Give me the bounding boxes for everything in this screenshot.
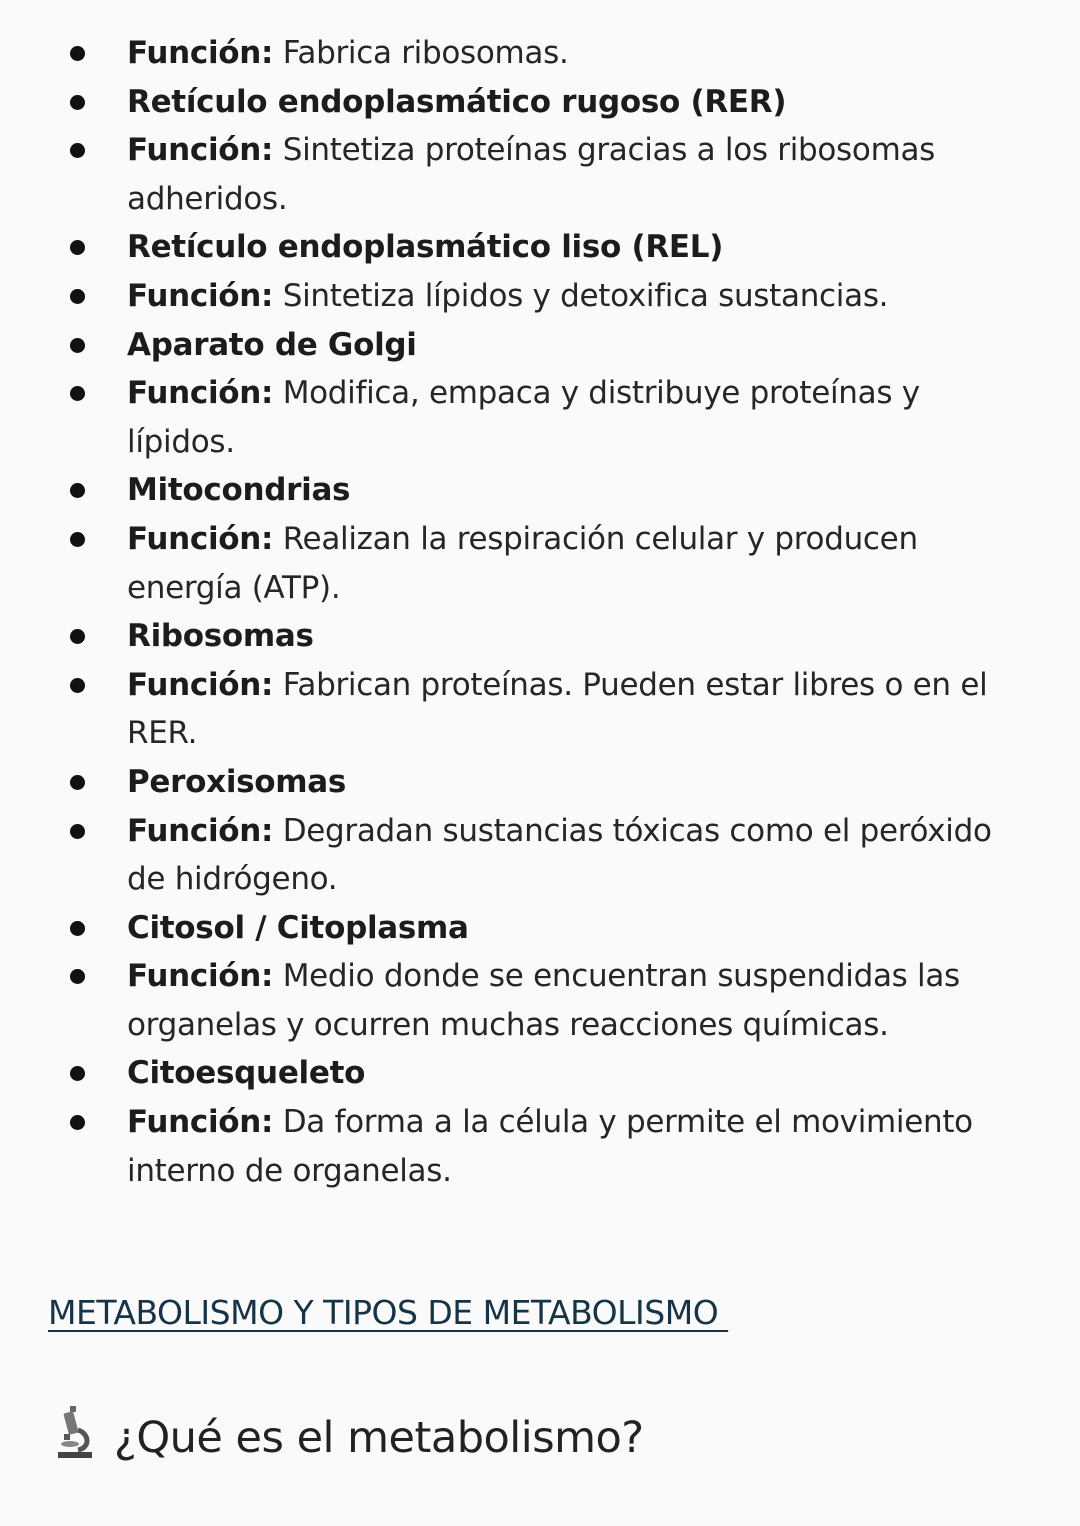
list-item xyxy=(0,78,1080,127)
item-text: Sintetiza lípidos y detoxifica sustancias. xyxy=(273,277,889,314)
item-label: Aparato de Golgi xyxy=(127,326,417,363)
item-text: Modifica, empaca y distribuye proteínas y lípidos. xyxy=(127,375,920,460)
bullet-icon xyxy=(70,46,85,61)
subheading-text: ¿Qué es el metabolismo? xyxy=(114,1412,644,1463)
item-label: Ribosomas xyxy=(127,618,314,655)
list-item xyxy=(0,904,1080,953)
bullet-icon xyxy=(70,629,85,644)
list-item xyxy=(0,807,1080,904)
list-item xyxy=(0,952,1080,1049)
list-item xyxy=(0,515,1080,612)
item-label: Función: xyxy=(127,666,274,703)
list-item xyxy=(0,369,1080,466)
item-label: Citosol / Citoplasma xyxy=(127,909,469,946)
section-heading-link[interactable]: METABOLISMO Y TIPOS DE METABOLISMO xyxy=(48,1293,729,1332)
item-text: Degradan sustancias tóxicas como el peróxido de hidrógeno. xyxy=(127,812,992,898)
microscope-icon xyxy=(56,1404,94,1471)
list-item xyxy=(0,321,1080,370)
item-text: Medio donde se encuentran suspendidas las organelas y ocurren muchas reacciones químicas. xyxy=(127,958,960,1043)
item-label: Citoesqueleto xyxy=(127,1055,366,1092)
bullet-icon xyxy=(70,95,85,110)
list-item xyxy=(0,272,1080,321)
item-text: Fabrica ribosomas. xyxy=(273,35,569,71)
list-item xyxy=(0,29,1080,78)
item-label: Función: xyxy=(127,958,274,995)
list-item xyxy=(0,612,1080,661)
item-label: Función: xyxy=(127,520,274,557)
item-text: Da forma a la célula y permite el movimiento interno de organelas. xyxy=(127,1104,973,1189)
item-label: Función: xyxy=(127,277,274,314)
list-item xyxy=(0,758,1080,807)
bullet-icon xyxy=(70,1115,85,1130)
bullet-icon xyxy=(70,921,85,936)
bullet-icon xyxy=(70,1066,85,1081)
item-text: Sintetiza proteínas gracias a los ribosomas adheridos. xyxy=(127,132,936,217)
item-text: Realizan la respiración celular y producen energía (ATP). xyxy=(127,520,918,606)
item-label: Mitocondrias xyxy=(127,472,351,509)
list-item xyxy=(0,1098,1080,1195)
list-item xyxy=(0,223,1080,272)
item-label: Función: xyxy=(127,1104,274,1141)
list-item xyxy=(0,661,1080,758)
list-item xyxy=(0,126,1080,223)
bullet-icon xyxy=(70,775,85,790)
bullet-icon xyxy=(70,240,85,255)
bullet-icon xyxy=(70,532,85,547)
item-label: Función: xyxy=(127,35,274,71)
item-label: Peroxisomas xyxy=(127,763,347,800)
bullet-icon xyxy=(70,338,85,353)
bullet-icon xyxy=(70,483,85,498)
bullet-icon xyxy=(70,824,85,839)
subheading xyxy=(56,1404,644,1471)
item-label: Retículo endoplasmático liso (REL) xyxy=(127,229,724,266)
bullet-icon xyxy=(70,143,85,158)
item-text: Fabrican proteínas. Pueden estar libres o en el RER. xyxy=(127,666,988,752)
bullet-icon xyxy=(70,289,85,304)
bullet-icon xyxy=(70,386,85,401)
item-label: Función: xyxy=(127,132,274,169)
item-label: Retículo endoplasmático rugoso (RER) xyxy=(127,83,787,120)
list-item xyxy=(0,466,1080,515)
list-item xyxy=(0,1049,1080,1098)
bullet-icon xyxy=(70,969,85,984)
bullet-icon xyxy=(70,678,85,693)
item-label: Función: xyxy=(127,375,274,412)
item-label: Función: xyxy=(127,812,274,849)
